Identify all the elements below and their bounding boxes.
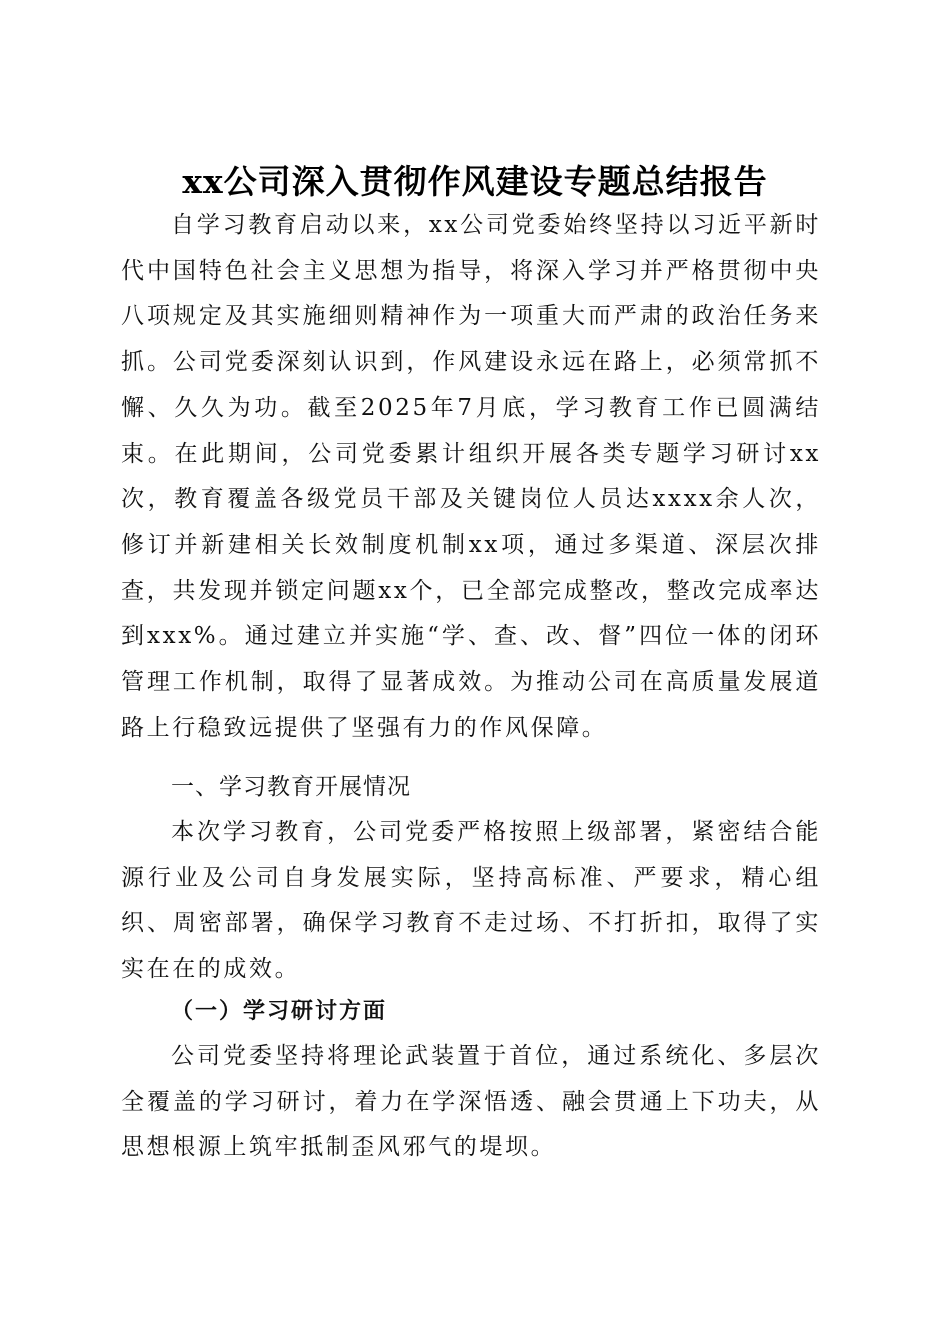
- intro-paragraph: 自学习教育启动以来，xx公司党委始终坚持以习近平新时代中国特色社会主义思想为指导，将深入学习并严格贯彻中央八项规定及其实施细则精神作为一项重大而严肃的政治任务来抓。公司党委深刻认识到，作风建设永远在路上，必须常抓不懈、久久为功。截至2025年7月底，学习教育工作已圆满结束。在此期间，公司党委累计组织开展各类专题学习研讨xx次，教育覆盖各级党员干部及关键岗位人员达xxxx余人次，修订并新建相关长效制度机制xx项，通过多渠道、深层次排查，共发现并锁定问题xx个，已全部完成整改，整改完成率达到xxx%。通过建立并实施“学、查、改、督”四位一体的闭环管理工作机制，取得了显著成效。为推动公司在高质量发展道路上行稳致远提供了坚强有力的作风保障。: [121, 212, 821, 741]
- subsection1-paragraph: 公司党委坚持将理论武装置于首位，通过系统化、多层次全覆盖的学习研讨，着力在学深悟透、融会贯通上下功夫，从思想根源上筑牢抵制歪风邪气的堤坝。: [121, 1043, 821, 1161]
- document-title: xx公司深入贯彻作风建设专题总结报告: [182, 162, 768, 202]
- section1-paragraph: 本次学习教育，公司党委严格按照上级部署，紧密结合能源行业及公司自身发展实际，坚持高标准、严要求，精心组织、周密部署，确保学习教育不走过场、不打折扣，取得了实实在在的成效。: [121, 819, 821, 983]
- subsection-heading-1: （一）学习研讨方面: [171, 998, 388, 1024]
- section-heading-1: 一、学习教育开展情况: [171, 774, 411, 800]
